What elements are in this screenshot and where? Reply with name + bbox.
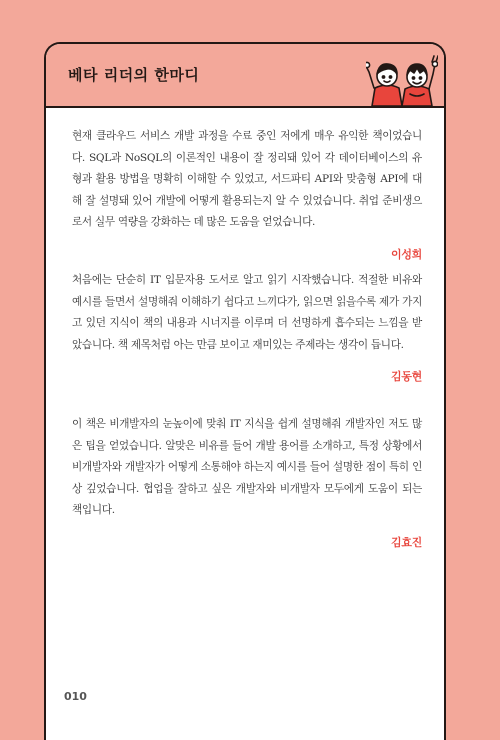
review-author: 김동현: [391, 370, 422, 383]
review-text: 현재 클라우드 서비스 개발 과정을 수료 중인 저에게 매우 유익한 책이었습니다. SQL과 NoSQL의 이론적인 내용이 잘 정리돼 있어 각 데이터베이스의 유형과 활용 방법을 명확히 이해할 수 있었고, 서드파티 API와 맞춤형 API에 대해 잘 설명돼 있어 개발에 어떻게 활용되는지 알 수 있었습니다. 취업 준비생으로서 실무 역량을 강화하는 데 많은 도움을 얻었습니다.: [72, 130, 422, 228]
review-text: 처음에는 단순히 IT 입문자용 도서로 알고 읽기 시작했습니다. 적절한 비유와 예시를 들면서 설명해줘 이해하기 쉽다고 느끼다가, 읽으면 읽을수록 제가 가지고 있던 지식이 책의 내용과 시너지를 이루며 더 선명하게 흡수되는 느낌을 받았습니다. 책 제목처럼 아는 만큼 보이고 재미있는 주제라는 생각이 듭니다.: [72, 274, 422, 351]
review-3: [72, 414, 422, 553]
review-1: [72, 126, 422, 265]
section-title: 베타 리더의 한마디: [68, 66, 200, 84]
review-text: 이 책은 비개발자의 눈높이에 맞춰 IT 지식을 쉽게 설명해줘 개발자인 저도 많은 팁을 얻었습니다. 알맞은 비유를 들어 개발 용어를 소개하고, 특정 상황에서 비개발자와 개발자가 어떻게 소통해야 하는지 예시를 들어 설명한 점이 특히 인상 깊었습니다. 협업을 잘하고 싶은 개발자와 비개발자 모두에게 도움이 되는 책입니다.: [72, 418, 422, 516]
review-2: [72, 270, 422, 388]
section-header: [46, 44, 444, 108]
mascot-illustration-icon: [366, 54, 438, 106]
review-author: 이성희: [391, 247, 422, 261]
page-number: 010: [64, 690, 87, 703]
review-author: 김효진: [391, 535, 422, 549]
page-card: [44, 42, 446, 740]
